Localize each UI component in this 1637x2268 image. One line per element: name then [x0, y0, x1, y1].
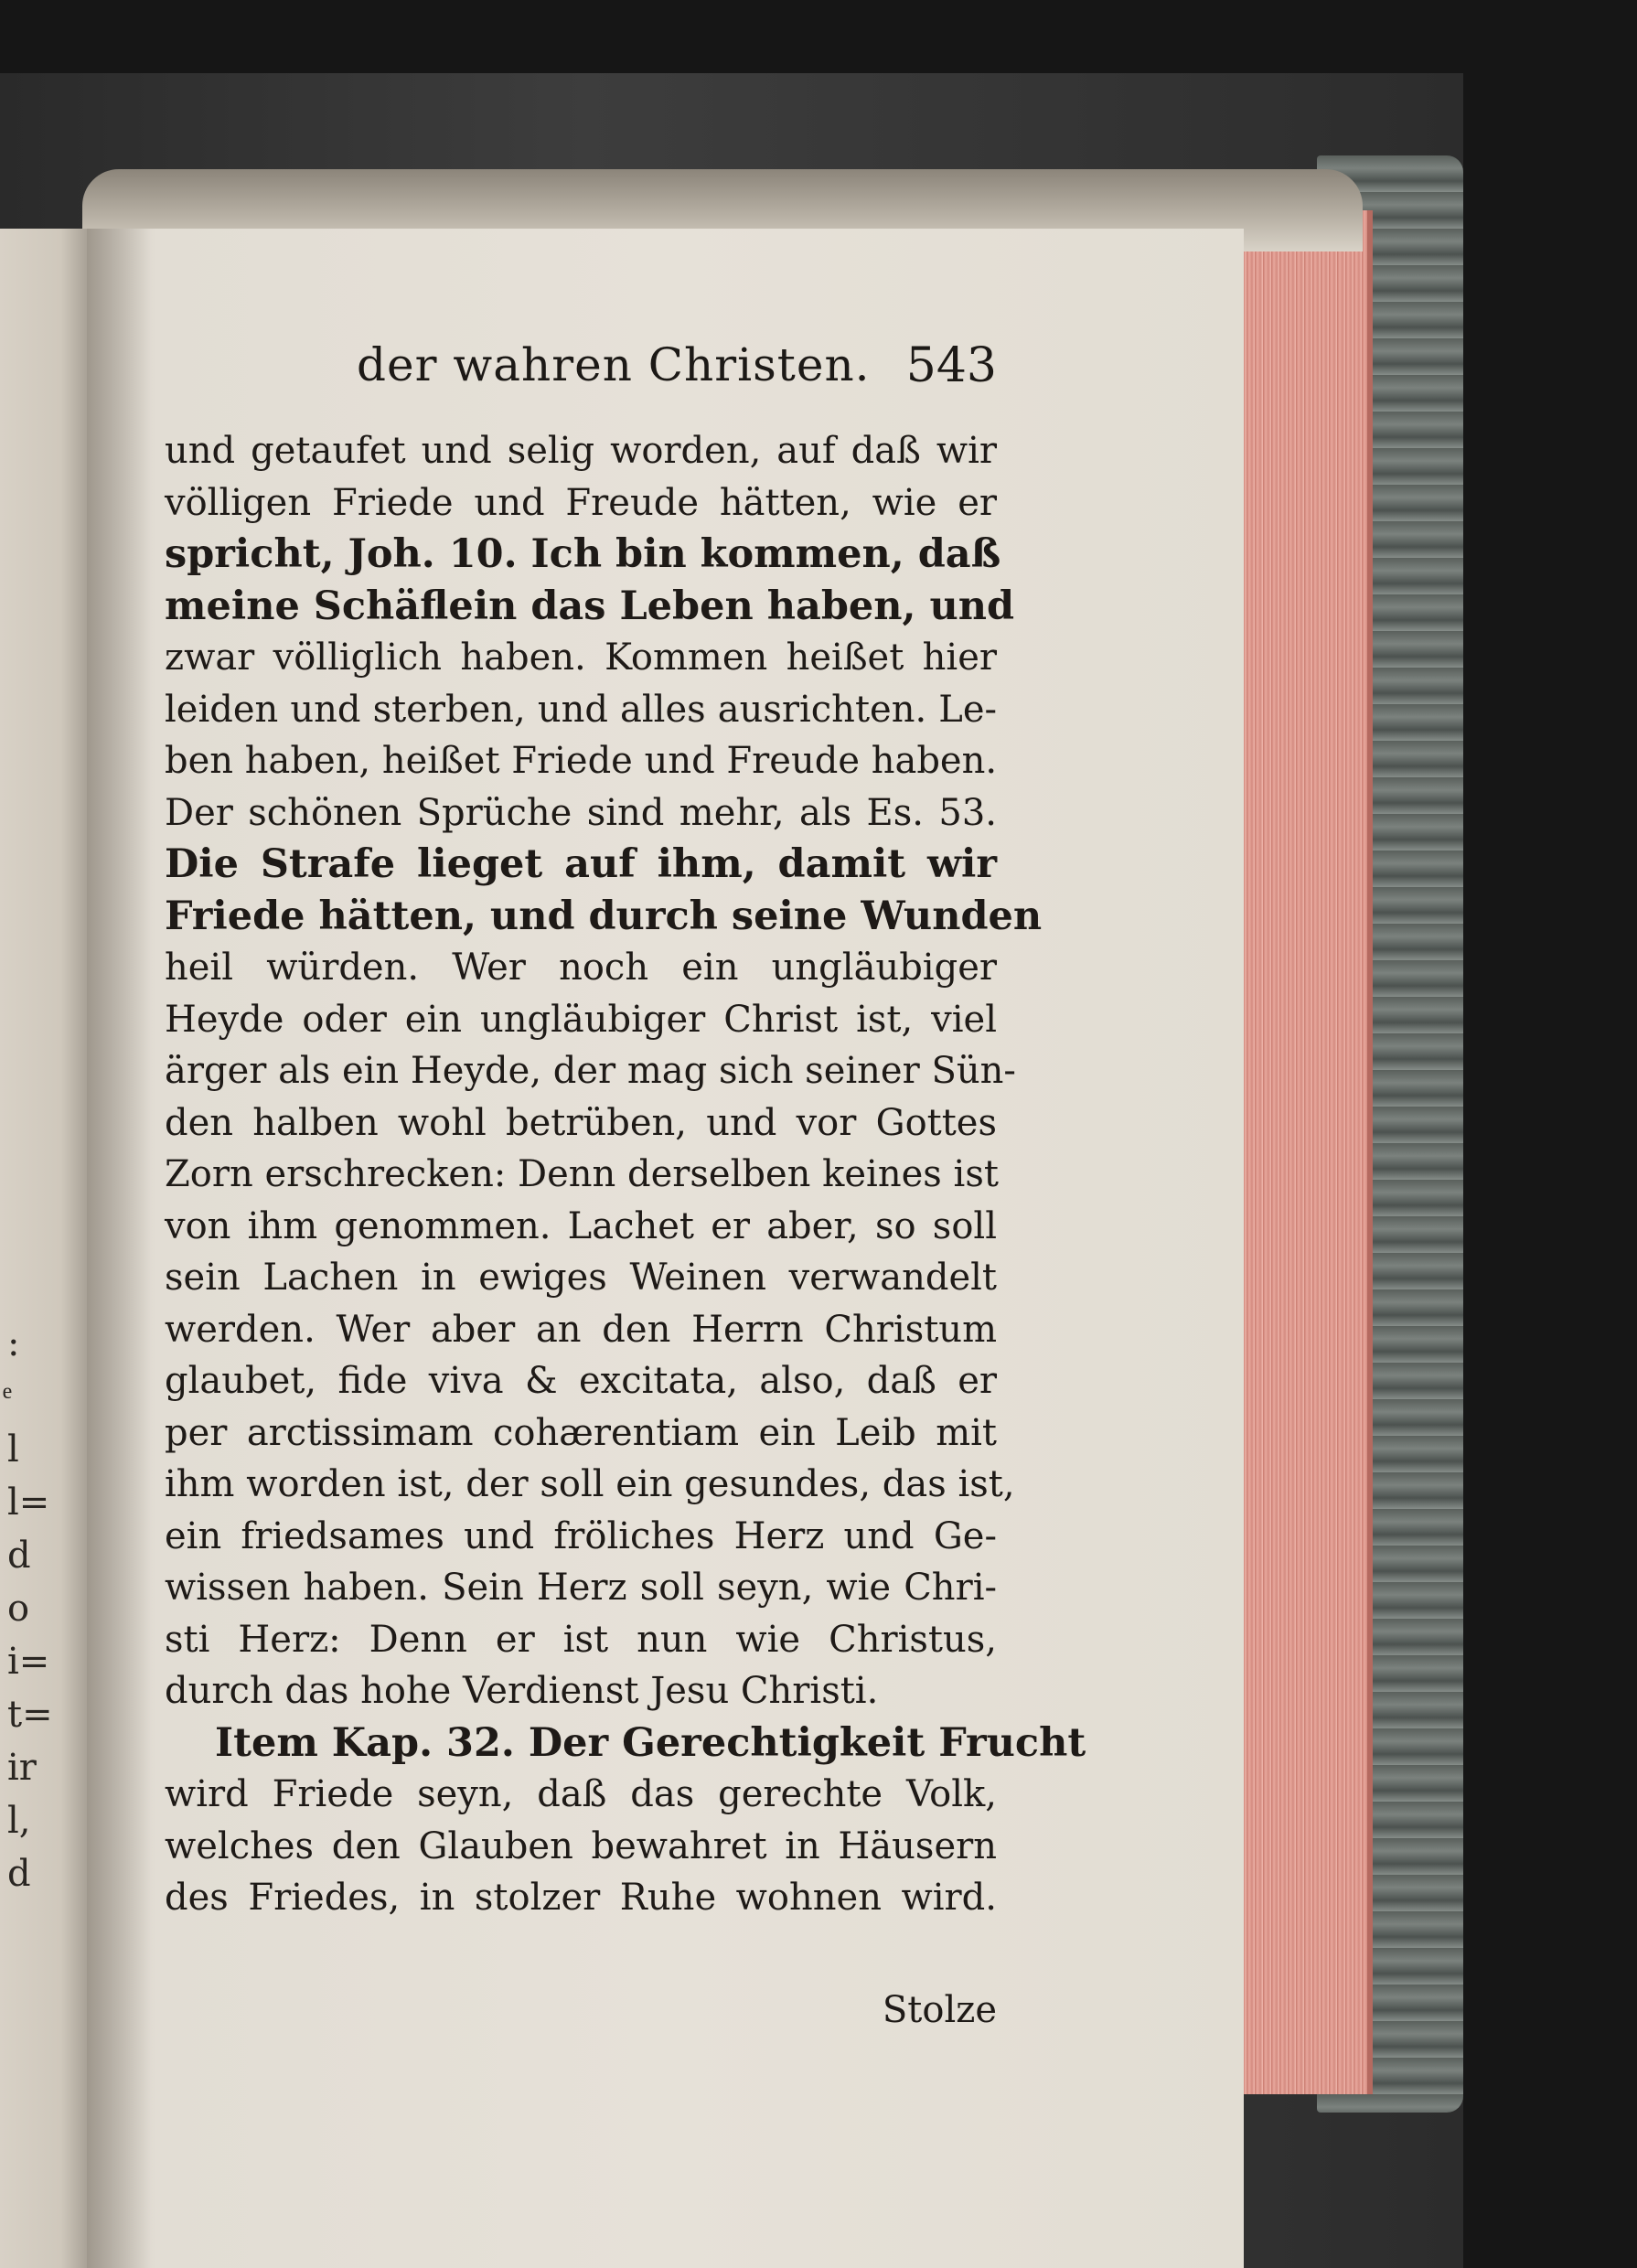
catchword: Stolze — [882, 1989, 997, 2031]
text-line: völligen Friede und Freude hätten, wie er — [165, 481, 997, 524]
text-line: Zorn erschrecken: Denn derselben keines ist — [165, 1153, 999, 1195]
text-line: ärger als ein Heyde, der mag sich seiner Sün- — [165, 1050, 1016, 1092]
text-line: des Friedes, in stolzer Ruhe wohnen wird. — [165, 1877, 997, 1919]
text-line: spricht, Joh. 10. Ich bin kommen, daß — [165, 531, 1001, 577]
text-line: Item Kap. 32. Der Gerechtigkeit Frucht — [215, 1719, 1086, 1766]
text-line: Die Strafe lieget auf ihm, damit wir — [165, 841, 997, 887]
facing-fragment: i= — [7, 1641, 50, 1683]
text-line: Heyde oder ein ungläubiger Christ ist, viel — [165, 998, 997, 1041]
facing-fragment: d — [7, 1535, 31, 1577]
facing-fragment: l — [7, 1428, 19, 1471]
text-line: glaubet, fide viva & excitata, also, daß er — [165, 1360, 997, 1402]
text-line: ein friedsames und fröliches Herz und Ge- — [165, 1514, 997, 1557]
text-line: leiden und sterben, und alles ausrichten. Le- — [165, 688, 997, 731]
text-line: ihm worden ist, der soll ein gesundes, das ist, — [165, 1463, 1015, 1505]
facing-fragment: o — [7, 1588, 30, 1630]
facing-fragment: t= — [7, 1694, 53, 1736]
facing-fragment: l, — [7, 1800, 31, 1842]
text-line: Friede hätten, und durch seine Wunden — [165, 893, 1043, 939]
text-line: wissen haben. Sein Herz soll seyn, wie Chri- — [165, 1567, 997, 1609]
facing-fragment: ir — [7, 1747, 37, 1789]
text-line: welches den Glauben bewahret in Häusern — [165, 1824, 997, 1867]
page-number: 543 — [905, 338, 997, 393]
running-head: der wahren Christen. — [357, 338, 871, 391]
facing-page-fragments — [7, 1317, 53, 1900]
text-line: werden. Wer aber an den Herrn Christum — [165, 1308, 997, 1351]
text-line: und getaufet und selig worden, auf daß wir — [165, 430, 997, 472]
text-line: heil würden. Wer noch ein ungläubiger — [165, 947, 997, 989]
body-text — [165, 425, 1086, 1924]
text-line: Der schönen Sprüche sind mehr, als Es. 53. — [165, 791, 997, 834]
facing-fragment: d — [7, 1853, 31, 1895]
text-line: ben haben, heißet Friede und Freude haben. — [165, 740, 998, 782]
gutter-shadow — [87, 229, 151, 2268]
text-line: meine Schäflein das Leben haben, und — [165, 583, 1015, 629]
page-header — [165, 338, 997, 412]
red-page-edges — [1230, 210, 1373, 2094]
facing-fragment: l= — [7, 1482, 50, 1524]
facing-fragment — [7, 1370, 44, 1423]
text-line: von ihm genommen. Lachet er aber, so soll — [165, 1204, 997, 1247]
text-line: sti Herz: Denn er ist nun wie Christus, — [165, 1618, 997, 1661]
facing-fragment: : — [7, 1322, 20, 1364]
text-line: zwar völliglich haben. Kommen heißet hier — [165, 637, 997, 679]
text-line: durch das hohe Verdienst Jesu Christi. — [165, 1670, 879, 1712]
text-line: den halben wohl betrüben, und vor Gottes — [165, 1101, 997, 1144]
text-line: wird Friede seyn, daß das gerechte Volk, — [165, 1773, 997, 1815]
facing-page-edge — [0, 229, 87, 2268]
text-line: sein Lachen in ewiges Weinen verwandelt — [165, 1257, 997, 1299]
text-line: per arctissimam cohærentiam ein Leib mit — [165, 1411, 997, 1454]
